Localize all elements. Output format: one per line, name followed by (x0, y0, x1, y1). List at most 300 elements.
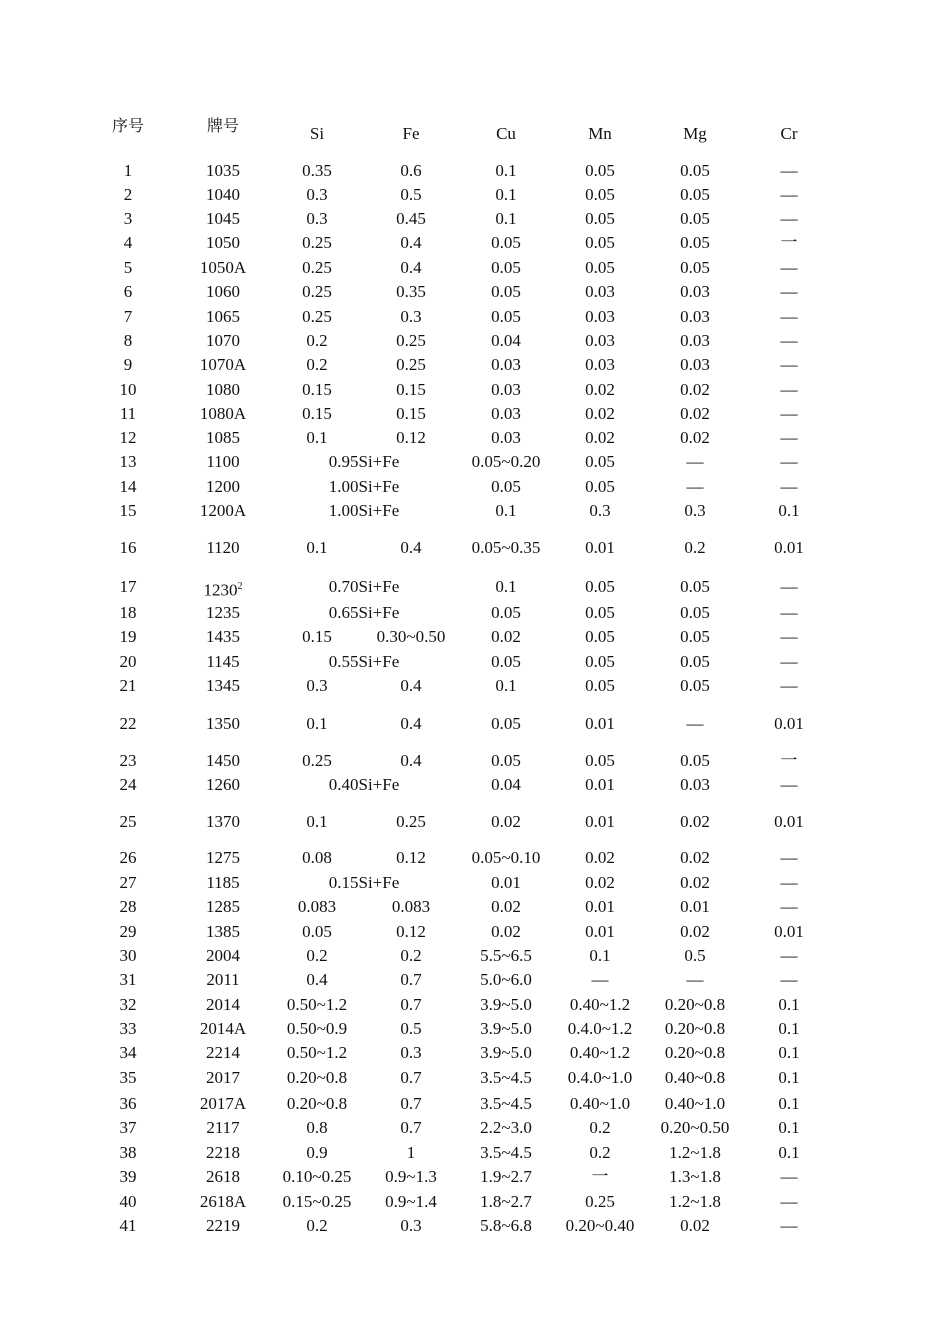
cell-fe: 0.9~1.3 (385, 1167, 437, 1186)
table-row (0, 920, 950, 944)
table-row (0, 1190, 950, 1214)
cell-mg: 0.05 (680, 652, 710, 671)
cell-n: 28 (119, 897, 137, 916)
cell-n: 18 (119, 603, 137, 622)
cell-cu: 0.05~0.20 (471, 452, 541, 471)
cell-si: 0.15 (302, 404, 332, 423)
cell-mn: 0.05 (585, 751, 615, 770)
cell-si-fe-combined: 1.00Si+Fe (328, 477, 400, 496)
cell-fe: 0.4 (400, 676, 422, 695)
cell-cr: — (780, 652, 798, 671)
cell-si: 0.25 (302, 282, 332, 301)
cell-fe: 0.9~1.4 (385, 1192, 437, 1211)
cell-mg: 0.05 (680, 627, 710, 646)
cell-mn: 0.05 (585, 452, 615, 471)
cell-grade: 2214 (206, 1043, 240, 1062)
cell-mn: 0.03 (585, 307, 615, 326)
cell-si-fe-combined: 0.95Si+Fe (328, 452, 400, 471)
cell-si: 0.2 (306, 946, 328, 965)
cell-fe: 0.7 (400, 995, 422, 1014)
cell-mg: 0.20~0.8 (664, 995, 726, 1014)
cell-grade: 1350 (206, 714, 240, 733)
cell-n: 2 (123, 185, 133, 204)
cell-cr: 0.1 (778, 1094, 800, 1113)
cell-mg: 0.03 (680, 307, 710, 326)
header-si: Si (309, 124, 325, 143)
cell-cu: 0.03 (491, 404, 521, 423)
cell-mn: 0.01 (585, 897, 615, 916)
cell-cu: 0.02 (491, 627, 521, 646)
cell-mg: — (686, 970, 704, 989)
cell-n: 9 (123, 355, 133, 374)
cell-si: 0.20~0.8 (286, 1094, 348, 1113)
cell-fe: 0.25 (396, 355, 426, 374)
cell-grade: 1035 (206, 161, 240, 180)
cell-fe: 0.12 (396, 848, 426, 867)
cell-mn: 0.01 (585, 775, 615, 794)
cell-cr: 一 (780, 233, 798, 252)
cell-fe: 0.6 (400, 161, 422, 180)
table-row (0, 993, 950, 1017)
cell-si: 0.1 (306, 812, 328, 831)
cell-si: 0.4 (306, 970, 328, 989)
cell-mg: 1.3~1.8 (669, 1167, 721, 1186)
cell-grade: 1070A (199, 355, 247, 374)
table-row (0, 256, 950, 280)
cell-cu: 0.05 (491, 751, 521, 770)
cell-cu: 3.9~5.0 (480, 995, 532, 1014)
cell-cu: 0.05 (491, 714, 521, 733)
cell-cr: — (780, 848, 798, 867)
table-row (0, 871, 950, 895)
table-row (0, 1017, 950, 1041)
table-row (0, 1041, 950, 1065)
cell-mg: 0.03 (680, 331, 710, 350)
cell-mn: 0.40~1.2 (569, 995, 631, 1014)
cell-si: 0.08 (302, 848, 332, 867)
cell-n: 7 (123, 307, 133, 326)
cell-mg: 0.01 (680, 897, 710, 916)
cell-mn: 0.01 (585, 812, 615, 831)
cell-mn: 0.25 (585, 1192, 615, 1211)
table-row (0, 499, 950, 523)
cell-cr: — (780, 258, 798, 277)
cell-cr: — (780, 946, 798, 965)
cell-cu: 3.5~4.5 (480, 1094, 532, 1113)
cell-mn: 0.03 (585, 355, 615, 374)
cell-grade: 1385 (206, 922, 240, 941)
cell-cu: 0.05 (491, 258, 521, 277)
cell-si: 0.20~0.8 (286, 1068, 348, 1087)
cell-mg: 0.02 (680, 428, 710, 447)
header-serial: 序号 (111, 116, 144, 135)
table-row (0, 159, 950, 183)
cell-mg: 0.20~0.50 (660, 1118, 730, 1137)
cell-grade: 2218 (206, 1143, 240, 1162)
cell-n: 41 (119, 1216, 137, 1235)
cell-si: 0.2 (306, 1216, 328, 1235)
cell-fe: 0.15 (396, 380, 426, 399)
cell-grade: 2219 (206, 1216, 240, 1235)
cell-fe: 0.25 (396, 812, 426, 831)
cell-n: 22 (119, 714, 137, 733)
cell-cr: 0.01 (774, 538, 804, 557)
cell-fe: 0.4 (400, 258, 422, 277)
cell-cu: 0.02 (491, 812, 521, 831)
table-row (0, 536, 950, 560)
cell-mg: 0.05 (680, 161, 710, 180)
cell-n: 3 (123, 209, 133, 228)
cell-mn: 0.05 (585, 652, 615, 671)
cell-si: 0.15 (302, 627, 332, 646)
cell-grade: 2017A (199, 1094, 247, 1113)
cell-cu: 0.05 (491, 603, 521, 622)
cell-si: 0.50~1.2 (286, 995, 348, 1014)
cell-mn: 0.4.0~1.2 (567, 1019, 633, 1038)
cell-si: 0.35 (302, 161, 332, 180)
cell-si: 0.25 (302, 233, 332, 252)
table-row (0, 895, 950, 919)
cell-grade: 2017 (206, 1068, 240, 1087)
cell-mg: — (686, 714, 704, 733)
cell-si: 0.083 (297, 897, 337, 916)
cell-n: 16 (119, 538, 137, 557)
cell-n: 26 (119, 848, 137, 867)
cell-n: 13 (119, 452, 137, 471)
cell-n: 34 (119, 1043, 137, 1062)
cell-mn: 0.05 (585, 161, 615, 180)
cell-fe: 0.4 (400, 751, 422, 770)
cell-grade: 1285 (206, 897, 240, 916)
cell-mg: 0.03 (680, 775, 710, 794)
cell-cu: 0.05 (491, 233, 521, 252)
cell-fe: 0.30~0.50 (376, 627, 446, 646)
cell-cr: — (780, 404, 798, 423)
cell-fe: 0.7 (400, 1094, 422, 1113)
cell-si: 0.15~0.25 (282, 1192, 352, 1211)
table-row (0, 207, 950, 231)
cell-fe: 0.3 (400, 1043, 422, 1062)
cell-si: 0.05 (302, 922, 332, 941)
cell-grade: 1100 (206, 452, 240, 471)
cell-grade: 1275 (206, 848, 240, 867)
cell-grade: 1230$^2$ (203, 580, 243, 600)
cell-grade: 1145 (206, 652, 240, 671)
cell-cu: 0.03 (491, 428, 521, 447)
cell-si: 0.8 (306, 1118, 328, 1137)
cell-cr: 0.01 (774, 812, 804, 831)
cell-n: 30 (119, 946, 137, 965)
table-row (0, 1092, 950, 1116)
cell-mn: 0.20~0.40 (565, 1216, 635, 1235)
table-row (0, 475, 950, 499)
cell-mg: 0.03 (680, 355, 710, 374)
table-row (0, 944, 950, 968)
cell-mg: 0.05 (680, 233, 710, 252)
cell-mg: 0.05 (680, 258, 710, 277)
cell-mn: 一 (591, 1167, 609, 1186)
cell-mg: 0.05 (680, 603, 710, 622)
header-mg: Mg (683, 124, 707, 143)
table-row (0, 773, 950, 797)
cell-mn: 0.05 (585, 185, 615, 204)
cell-mg: 0.02 (680, 873, 710, 892)
cell-n: 27 (119, 873, 137, 892)
cell-n: 19 (119, 627, 137, 646)
cell-n: 38 (119, 1143, 137, 1162)
cell-mn: 0.40~1.2 (569, 1043, 631, 1062)
cell-fe: 0.083 (391, 897, 431, 916)
cell-grade: 1185 (206, 873, 240, 892)
cell-cu: 0.03 (491, 355, 521, 374)
cell-grade: 1435 (206, 627, 240, 646)
cell-n: 14 (119, 477, 137, 496)
cell-si: 0.25 (302, 307, 332, 326)
cell-n: 10 (119, 380, 137, 399)
cell-mn: 0.03 (585, 331, 615, 350)
table-row (0, 426, 950, 450)
cell-fe: 0.7 (400, 1068, 422, 1087)
cell-grade: 1045 (206, 209, 240, 228)
cell-si: 0.3 (306, 209, 328, 228)
cell-si-fe-combined: 0.40Si+Fe (328, 775, 400, 794)
cell-fe: 0.35 (396, 282, 426, 301)
cell-mg: 0.02 (680, 848, 710, 867)
cell-si: 0.50~0.9 (286, 1019, 348, 1038)
header-cr: Cr (780, 124, 798, 143)
cell-n: 24 (119, 775, 137, 794)
cell-mg: 0.20~0.8 (664, 1043, 726, 1062)
cell-cu: 5.0~6.0 (480, 970, 532, 989)
cell-grade: 1040 (206, 185, 240, 204)
cell-mn: 0.03 (585, 282, 615, 301)
cell-cr: — (780, 1167, 798, 1186)
cell-fe: 0.15 (396, 404, 426, 423)
cell-grade: 1080 (206, 380, 240, 399)
cell-n: 39 (119, 1167, 137, 1186)
cell-mn: 0.02 (585, 428, 615, 447)
header-fe: Fe (402, 124, 420, 143)
table-row (0, 1214, 950, 1238)
cell-fe: 0.4 (400, 714, 422, 733)
cell-n: 36 (119, 1094, 137, 1113)
cell-mg: 0.2 (684, 538, 706, 557)
cell-si-fe-combined: 0.65Si+Fe (328, 603, 400, 622)
cell-cu: 5.5~6.5 (480, 946, 532, 965)
cell-fe: 1 (406, 1143, 416, 1162)
cell-grade: 1235 (206, 603, 240, 622)
table-row (0, 1066, 950, 1090)
cell-grade: 1120 (206, 538, 240, 557)
cell-cr: — (780, 452, 798, 471)
cell-cr: — (780, 307, 798, 326)
cell-si: 0.2 (306, 355, 328, 374)
cell-cu: 5.8~6.8 (480, 1216, 532, 1235)
cell-cr: 0.1 (778, 1068, 800, 1087)
cell-cu: 0.1 (495, 161, 517, 180)
cell-cr: 一 (780, 751, 798, 770)
cell-mn: 0.01 (585, 714, 615, 733)
table-row (0, 1116, 950, 1140)
cell-cu: 3.5~4.5 (480, 1068, 532, 1087)
cell-cu: 0.05~0.10 (471, 848, 541, 867)
cell-cu: 3.9~5.0 (480, 1019, 532, 1038)
cell-cu: 1.9~2.7 (480, 1167, 532, 1186)
cell-mn: 0.05 (585, 676, 615, 695)
cell-cr: — (780, 873, 798, 892)
cell-grade: 1080A (199, 404, 247, 423)
cell-cu: 0.04 (491, 331, 521, 350)
cell-grade: 2011 (206, 970, 240, 989)
cell-si: 0.1 (306, 538, 328, 557)
cell-mg: 0.02 (680, 922, 710, 941)
grade-footnote-mark: 2 (237, 581, 243, 592)
cell-fe: 0.4 (400, 233, 422, 252)
cell-cu: 0.05 (491, 652, 521, 671)
cell-grade: 2014A (199, 1019, 247, 1038)
cell-cr: — (780, 161, 798, 180)
cell-fe: 0.45 (396, 209, 426, 228)
cell-mn: 0.02 (585, 404, 615, 423)
cell-si: 0.9 (306, 1143, 328, 1162)
cell-mg: 0.3 (684, 501, 706, 520)
table-row (0, 378, 950, 402)
cell-cu: 3.5~4.5 (480, 1143, 532, 1162)
cell-cr: — (780, 603, 798, 622)
cell-mg: — (686, 477, 704, 496)
cell-n: 35 (119, 1068, 137, 1087)
cell-fe: 0.12 (396, 922, 426, 941)
cell-cu: 0.04 (491, 775, 521, 794)
header-cu: Cu (496, 124, 516, 143)
cell-grade: 1345 (206, 676, 240, 695)
cell-n: 29 (119, 922, 137, 941)
cell-fe: 0.2 (400, 946, 422, 965)
cell-grade: 1450 (206, 751, 240, 770)
cell-mn: 0.05 (585, 209, 615, 228)
table-row (0, 231, 950, 255)
cell-cr: 0.1 (778, 995, 800, 1014)
cell-cr: 0.01 (774, 714, 804, 733)
cell-si: 0.3 (306, 185, 328, 204)
cell-grade: 1370 (206, 812, 240, 831)
cell-cr: 0.1 (778, 1118, 800, 1137)
cell-si: 0.3 (306, 676, 328, 695)
cell-n: 23 (119, 751, 137, 770)
cell-fe: 0.5 (400, 1019, 422, 1038)
cell-grade: 1065 (206, 307, 240, 326)
cell-cr: 0.01 (774, 922, 804, 941)
cell-fe: 0.25 (396, 331, 426, 350)
cell-grade: 2618A (199, 1192, 247, 1211)
cell-cr: — (780, 897, 798, 916)
cell-mn: 0.2 (589, 1118, 611, 1137)
cell-cu: 0.05 (491, 477, 521, 496)
table-row (0, 1165, 950, 1189)
cell-cr: — (780, 577, 798, 596)
cell-mg: 0.02 (680, 380, 710, 399)
cell-n: 25 (119, 812, 137, 831)
cell-cr: — (780, 775, 798, 794)
cell-cr: — (780, 676, 798, 695)
cell-n: 33 (119, 1019, 137, 1038)
cell-cr: — (780, 1192, 798, 1211)
cell-n: 1 (123, 161, 133, 180)
cell-mn: 0.02 (585, 380, 615, 399)
cell-cu: 2.2~3.0 (480, 1118, 532, 1137)
cell-mn: 0.1 (589, 946, 611, 965)
table-row (0, 183, 950, 207)
cell-fe: 0.7 (400, 1118, 422, 1137)
cell-grade: 1060 (206, 282, 240, 301)
cell-cu: 0.1 (495, 676, 517, 695)
cell-grade: 1200A (199, 501, 247, 520)
cell-cu: 0.02 (491, 897, 521, 916)
table-row (0, 450, 950, 474)
cell-mg: 0.02 (680, 812, 710, 831)
cell-grade: 2117 (206, 1118, 240, 1137)
cell-n: 21 (119, 676, 137, 695)
cell-si: 0.2 (306, 331, 328, 350)
cell-si: 0.1 (306, 428, 328, 447)
cell-n: 17 (119, 577, 137, 596)
cell-mg: 0.03 (680, 282, 710, 301)
table-row (0, 305, 950, 329)
cell-cr: — (780, 380, 798, 399)
cell-grade: 1050A (199, 258, 247, 277)
table-row (0, 402, 950, 426)
cell-n: 32 (119, 995, 137, 1014)
table-row (0, 280, 950, 304)
cell-cr: 0.1 (778, 1143, 800, 1162)
cell-cr: — (780, 282, 798, 301)
cell-mg: 0.05 (680, 577, 710, 596)
cell-grade: 1260 (206, 775, 240, 794)
cell-mn: 0.05 (585, 627, 615, 646)
cell-cu: 0.02 (491, 922, 521, 941)
cell-mn: 0.05 (585, 258, 615, 277)
cell-n: 12 (119, 428, 137, 447)
cell-mn: 0.3 (589, 501, 611, 520)
cell-n: 5 (123, 258, 133, 277)
cell-mg: 0.5 (684, 946, 706, 965)
cell-n: 40 (119, 1192, 137, 1211)
cell-fe: 0.7 (400, 970, 422, 989)
cell-mn: 0.05 (585, 233, 615, 252)
cell-si-fe-combined: 1.00Si+Fe (328, 501, 400, 520)
cell-si: 0.10~0.25 (282, 1167, 352, 1186)
cell-cr: — (780, 331, 798, 350)
cell-cu: 0.05 (491, 307, 521, 326)
table-row (0, 625, 950, 649)
cell-mg: 0.40~0.8 (664, 1068, 726, 1087)
cell-cr: — (780, 970, 798, 989)
table-row (0, 712, 950, 736)
table-row (0, 674, 950, 698)
cell-n: 4 (123, 233, 133, 252)
cell-cr: — (780, 209, 798, 228)
cell-cr: 0.1 (778, 501, 800, 520)
cell-cr: — (780, 1216, 798, 1235)
table-row (0, 749, 950, 773)
cell-cu: 1.8~2.7 (480, 1192, 532, 1211)
cell-cr: — (780, 627, 798, 646)
header-mn: Mn (588, 124, 612, 143)
cell-mg: 0.02 (680, 1216, 710, 1235)
cell-fe: 0.12 (396, 428, 426, 447)
cell-cu: 0.1 (495, 185, 517, 204)
cell-mn: 0.02 (585, 848, 615, 867)
